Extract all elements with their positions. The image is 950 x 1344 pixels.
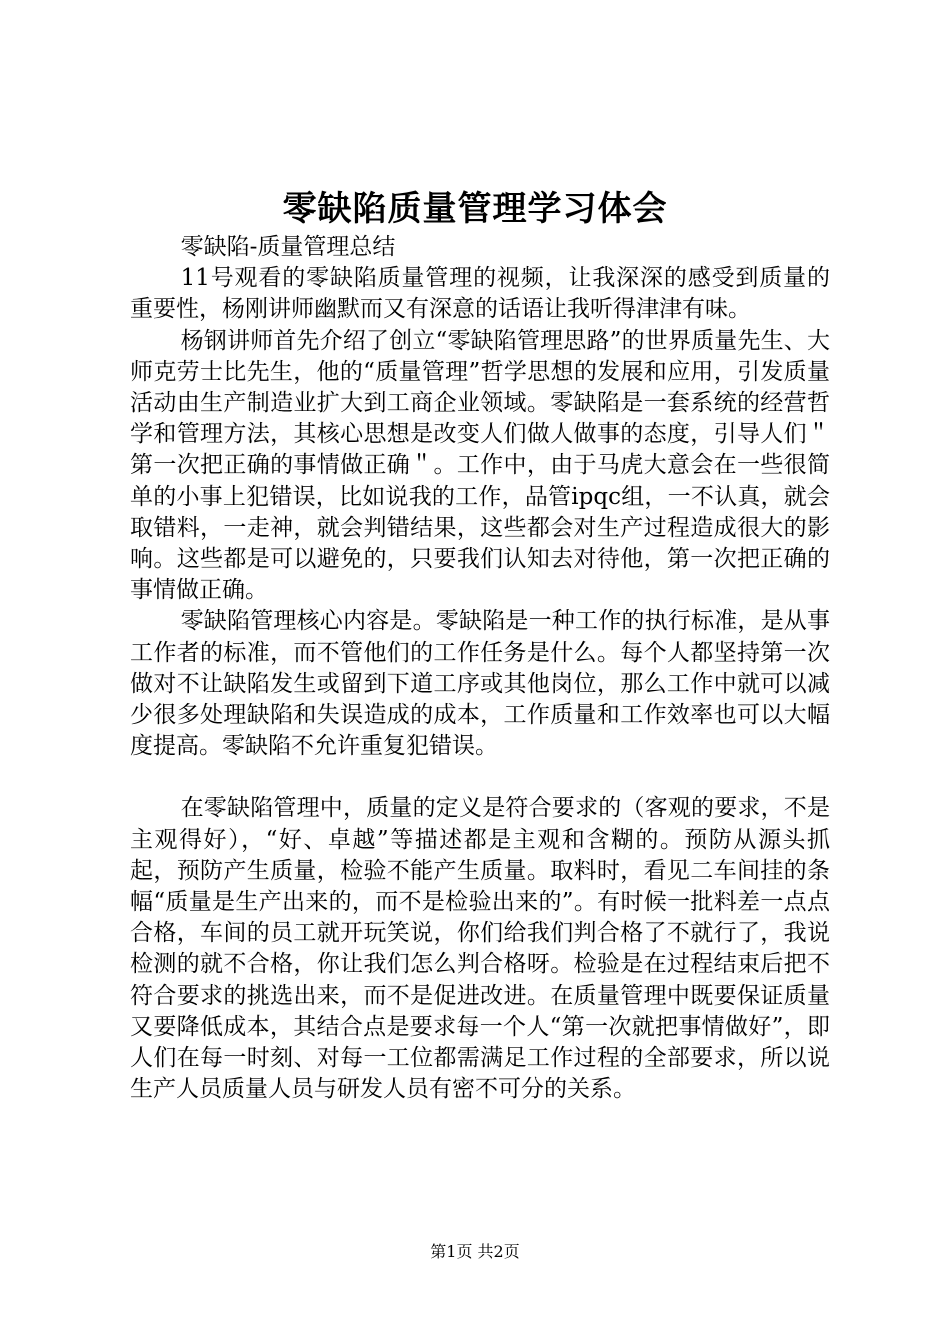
paragraph-4: 在零缺陷管理中，质量的定义是符合要求的（客观的要求，不是主观得好），“好、卓越”等描述都是主观和含糊的。预防从源头抓起，预防产生质量，检验不能产生质量。取料时，看见二车间挂的条幅“质量是生产出来的，而不是检验出来的”。有时候一批料差一点点合格，车间的员工就开玩笑说，你们给我们判合格了不就行了，我说检测的就不合格，你让我们怎么判合格呀。检验是在过程结束后把不符合要求的挑选出来，而不是促进改进。在质量管理中既要保证质量又要降低成本，其结合点是要求每一个人“第一次就把事情做好”，即人们在每一时刻、对每一工位都需满足工作过程的全部要求，所以说生产人员质量人员与研发人员有密不可分的关系。: [130, 795, 830, 1103]
paragraph-1: 11号观看的零缺陷质量管理的视频，让我深深的感受到质量的重要性，杨刚讲师幽默而又有深意的话语让我听得津津有味。: [130, 265, 830, 323]
paragraph-2: 杨钢讲师首先介绍了创立“零缺陷管理思路”的世界质量先生、大师克劳士比先生，他的“质量管理”哲学思想的发展和应用，引发质量活动由生产制造业扩大到工商企业领域。零缺陷是一套系统的经营哲学和管理方法，其核心思想是改变人们做人做事的态度，引导人们＂第一次把正确的事情做正确＂。工作中，由于马虎大意会在一些很简单的小事上犯错误，比如说我的工作，品管ipqc组，一不认真，就会取错料，一走神，就会判错结果，这些都会对生产过程造成很大的影响。这些都是可以避免的，只要我们认知去对待他，第一次把正确的事情做正确。: [130, 327, 830, 604]
paragraph-3: 零缺陷管理核心内容是。零缺陷是一种工作的执行标准，是从事工作者的标准，而不管他们的工作任务是什么。每个人都坚持第一次做对不让缺陷发生或留到下道工序或其他岗位，那么工作中就可以减少很多处理缺陷和失误造成的成本，工作质量和工作效率也可以大幅度提高。零缺陷不允许重复犯错误。: [130, 608, 830, 760]
document-subtitle: 零缺陷-质量管理总结: [180, 234, 396, 260]
document-title: 零缺陷质量管理学习体会: [282, 189, 668, 229]
page-footer: 第1页 共2页: [430, 1242, 520, 1261]
document-body: [130, 232, 830, 1105]
